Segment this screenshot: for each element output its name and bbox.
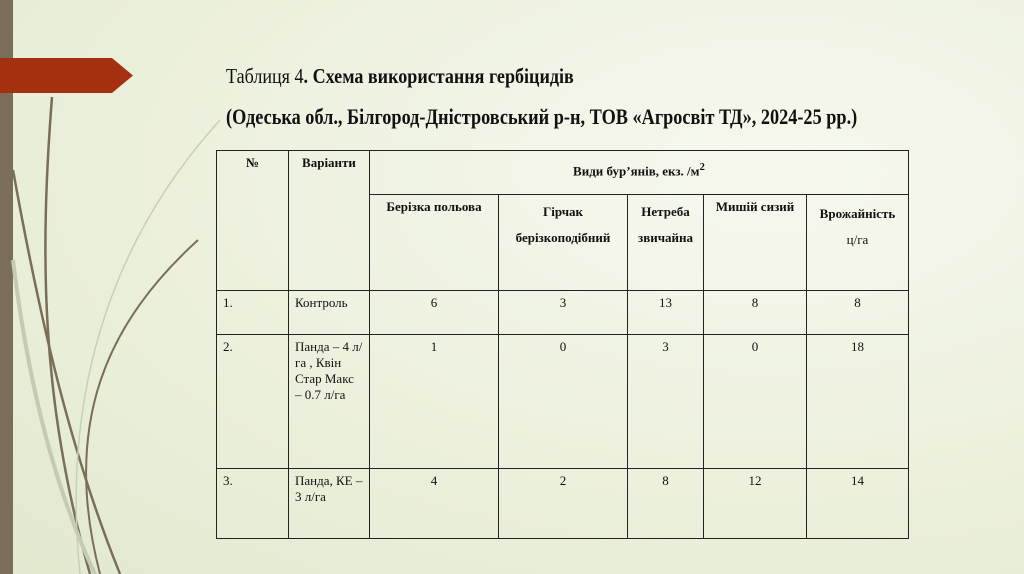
yield-label: Врожайність — [819, 206, 896, 221]
row-variant: Панда, КЕ – 3 л/га — [289, 469, 370, 539]
header-col-1: Берізка польова — [370, 195, 499, 291]
table-row — [217, 291, 909, 335]
header-variants: Варіанти — [289, 151, 370, 291]
cell: 8 — [628, 469, 704, 539]
cell: 14 — [807, 469, 909, 539]
cell: 18 — [807, 335, 909, 469]
header-col-4: Мишій сизий — [704, 195, 807, 291]
header-weed-types-label: Види бур’янів, екз. /м — [573, 163, 700, 179]
row-number: 2. — [217, 335, 289, 469]
row-number: 3. — [217, 469, 289, 539]
header-sup: 2 — [699, 161, 705, 173]
row-number: 1. — [217, 291, 289, 335]
table-row — [217, 469, 909, 539]
herbicide-table — [216, 150, 909, 539]
title-prefix: Таблиця 4 — [226, 64, 304, 88]
header-number: № — [217, 151, 289, 291]
title-main: . Схема використання гербіцидів — [303, 64, 574, 88]
cell: 12 — [704, 469, 807, 539]
cell: 0 — [499, 335, 628, 469]
header-col-3: Нетреба звичайна — [628, 195, 704, 291]
cell: 6 — [370, 291, 499, 335]
cell: 4 — [370, 469, 499, 539]
cell: 13 — [628, 291, 704, 335]
header-col-2: Гірчак берізкоподібний — [499, 195, 628, 291]
header-weed-types — [370, 151, 909, 195]
slide-title — [226, 64, 574, 89]
yield-unit: ц/га — [846, 232, 869, 247]
row-variant: Контроль — [289, 291, 370, 335]
cell: 2 — [499, 469, 628, 539]
cell: 1 — [370, 335, 499, 469]
cell: 8 — [807, 291, 909, 335]
slide-subtitle: (Одеська обл., Білгород-Дністровський р-н, ТОВ «Агросвіт ТД», 2024-25 рр.) — [226, 104, 858, 129]
cell: 3 — [499, 291, 628, 335]
cell: 3 — [628, 335, 704, 469]
table-row — [217, 335, 909, 469]
cell: 0 — [704, 335, 807, 469]
title-arrow-marker — [0, 58, 133, 93]
row-variant: Панда – 4 л/га , Квін Стар Макс – 0.7 л/га — [289, 335, 370, 469]
header-col-5 — [807, 195, 909, 291]
cell: 8 — [704, 291, 807, 335]
